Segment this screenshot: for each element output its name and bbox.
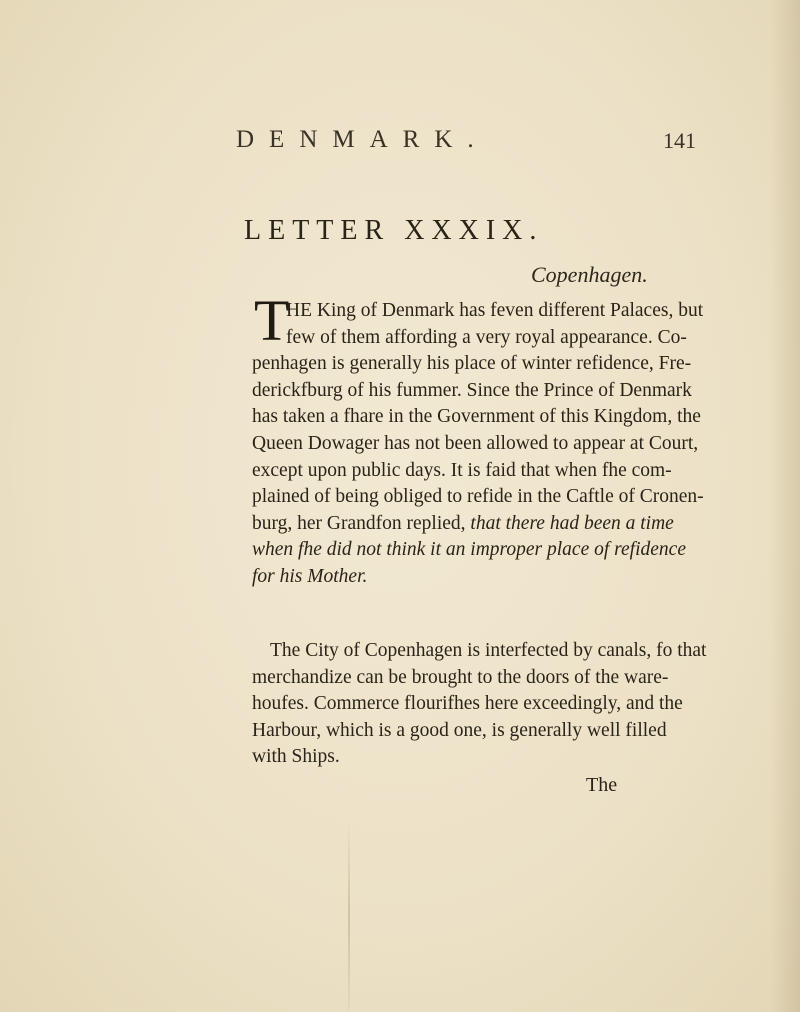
paragraph-2 bbox=[252, 638, 707, 771]
italic-text-line: when fhe did not think it an improper place of refidence bbox=[252, 539, 686, 561]
text-line: few of them affording a very royal appearance. Co- bbox=[286, 326, 687, 348]
text-line: plained of being obliged to refide in the Caftle of Cronen- bbox=[252, 486, 704, 508]
paper-crease bbox=[348, 820, 350, 1010]
letter-heading: LETTER XXXIX. bbox=[244, 215, 544, 246]
catchword: The bbox=[586, 774, 618, 796]
text-line: Harbour, which is a good one, is generally well filled bbox=[252, 719, 667, 741]
italic-text-run: that there had been a time bbox=[470, 512, 674, 534]
text-line: with Ships. bbox=[252, 746, 340, 768]
page-number: 141 bbox=[663, 128, 696, 153]
text-line: Queen Dowager has not been allowed to appear at Court, bbox=[252, 432, 699, 454]
text-line: except upon public days. It is faid that when fhe com- bbox=[252, 459, 672, 481]
text-line: derickfburg of his fummer. Since the Prince of Denmark bbox=[252, 379, 692, 401]
drop-cap: T bbox=[254, 288, 290, 353]
text-run: burg, her Grandfon replied, bbox=[252, 512, 466, 534]
text-line: houfes. Commerce flourifhes here exceedingly, and the bbox=[252, 693, 683, 715]
text-line bbox=[252, 511, 674, 538]
page-edge-shadow bbox=[770, 0, 800, 1012]
paragraph-1 bbox=[252, 288, 704, 591]
letter-place: Copenhagen. bbox=[531, 262, 648, 287]
text-line: HE King of Denmark has feven different Palaces, but bbox=[286, 300, 704, 321]
text-line: The City of Copenhagen is interfected by canals, fo that bbox=[270, 640, 707, 661]
italic-text-line: for his Mother. bbox=[252, 565, 368, 587]
text-line: merchandize can be brought to the doors of the ware- bbox=[252, 666, 669, 688]
running-head: DENMARK. bbox=[236, 126, 489, 153]
text-line: penhagen is generally his place of winter refidence, Fre- bbox=[252, 353, 692, 375]
text-line: has taken a fhare in the Government of this Kingdom, the bbox=[252, 406, 701, 428]
